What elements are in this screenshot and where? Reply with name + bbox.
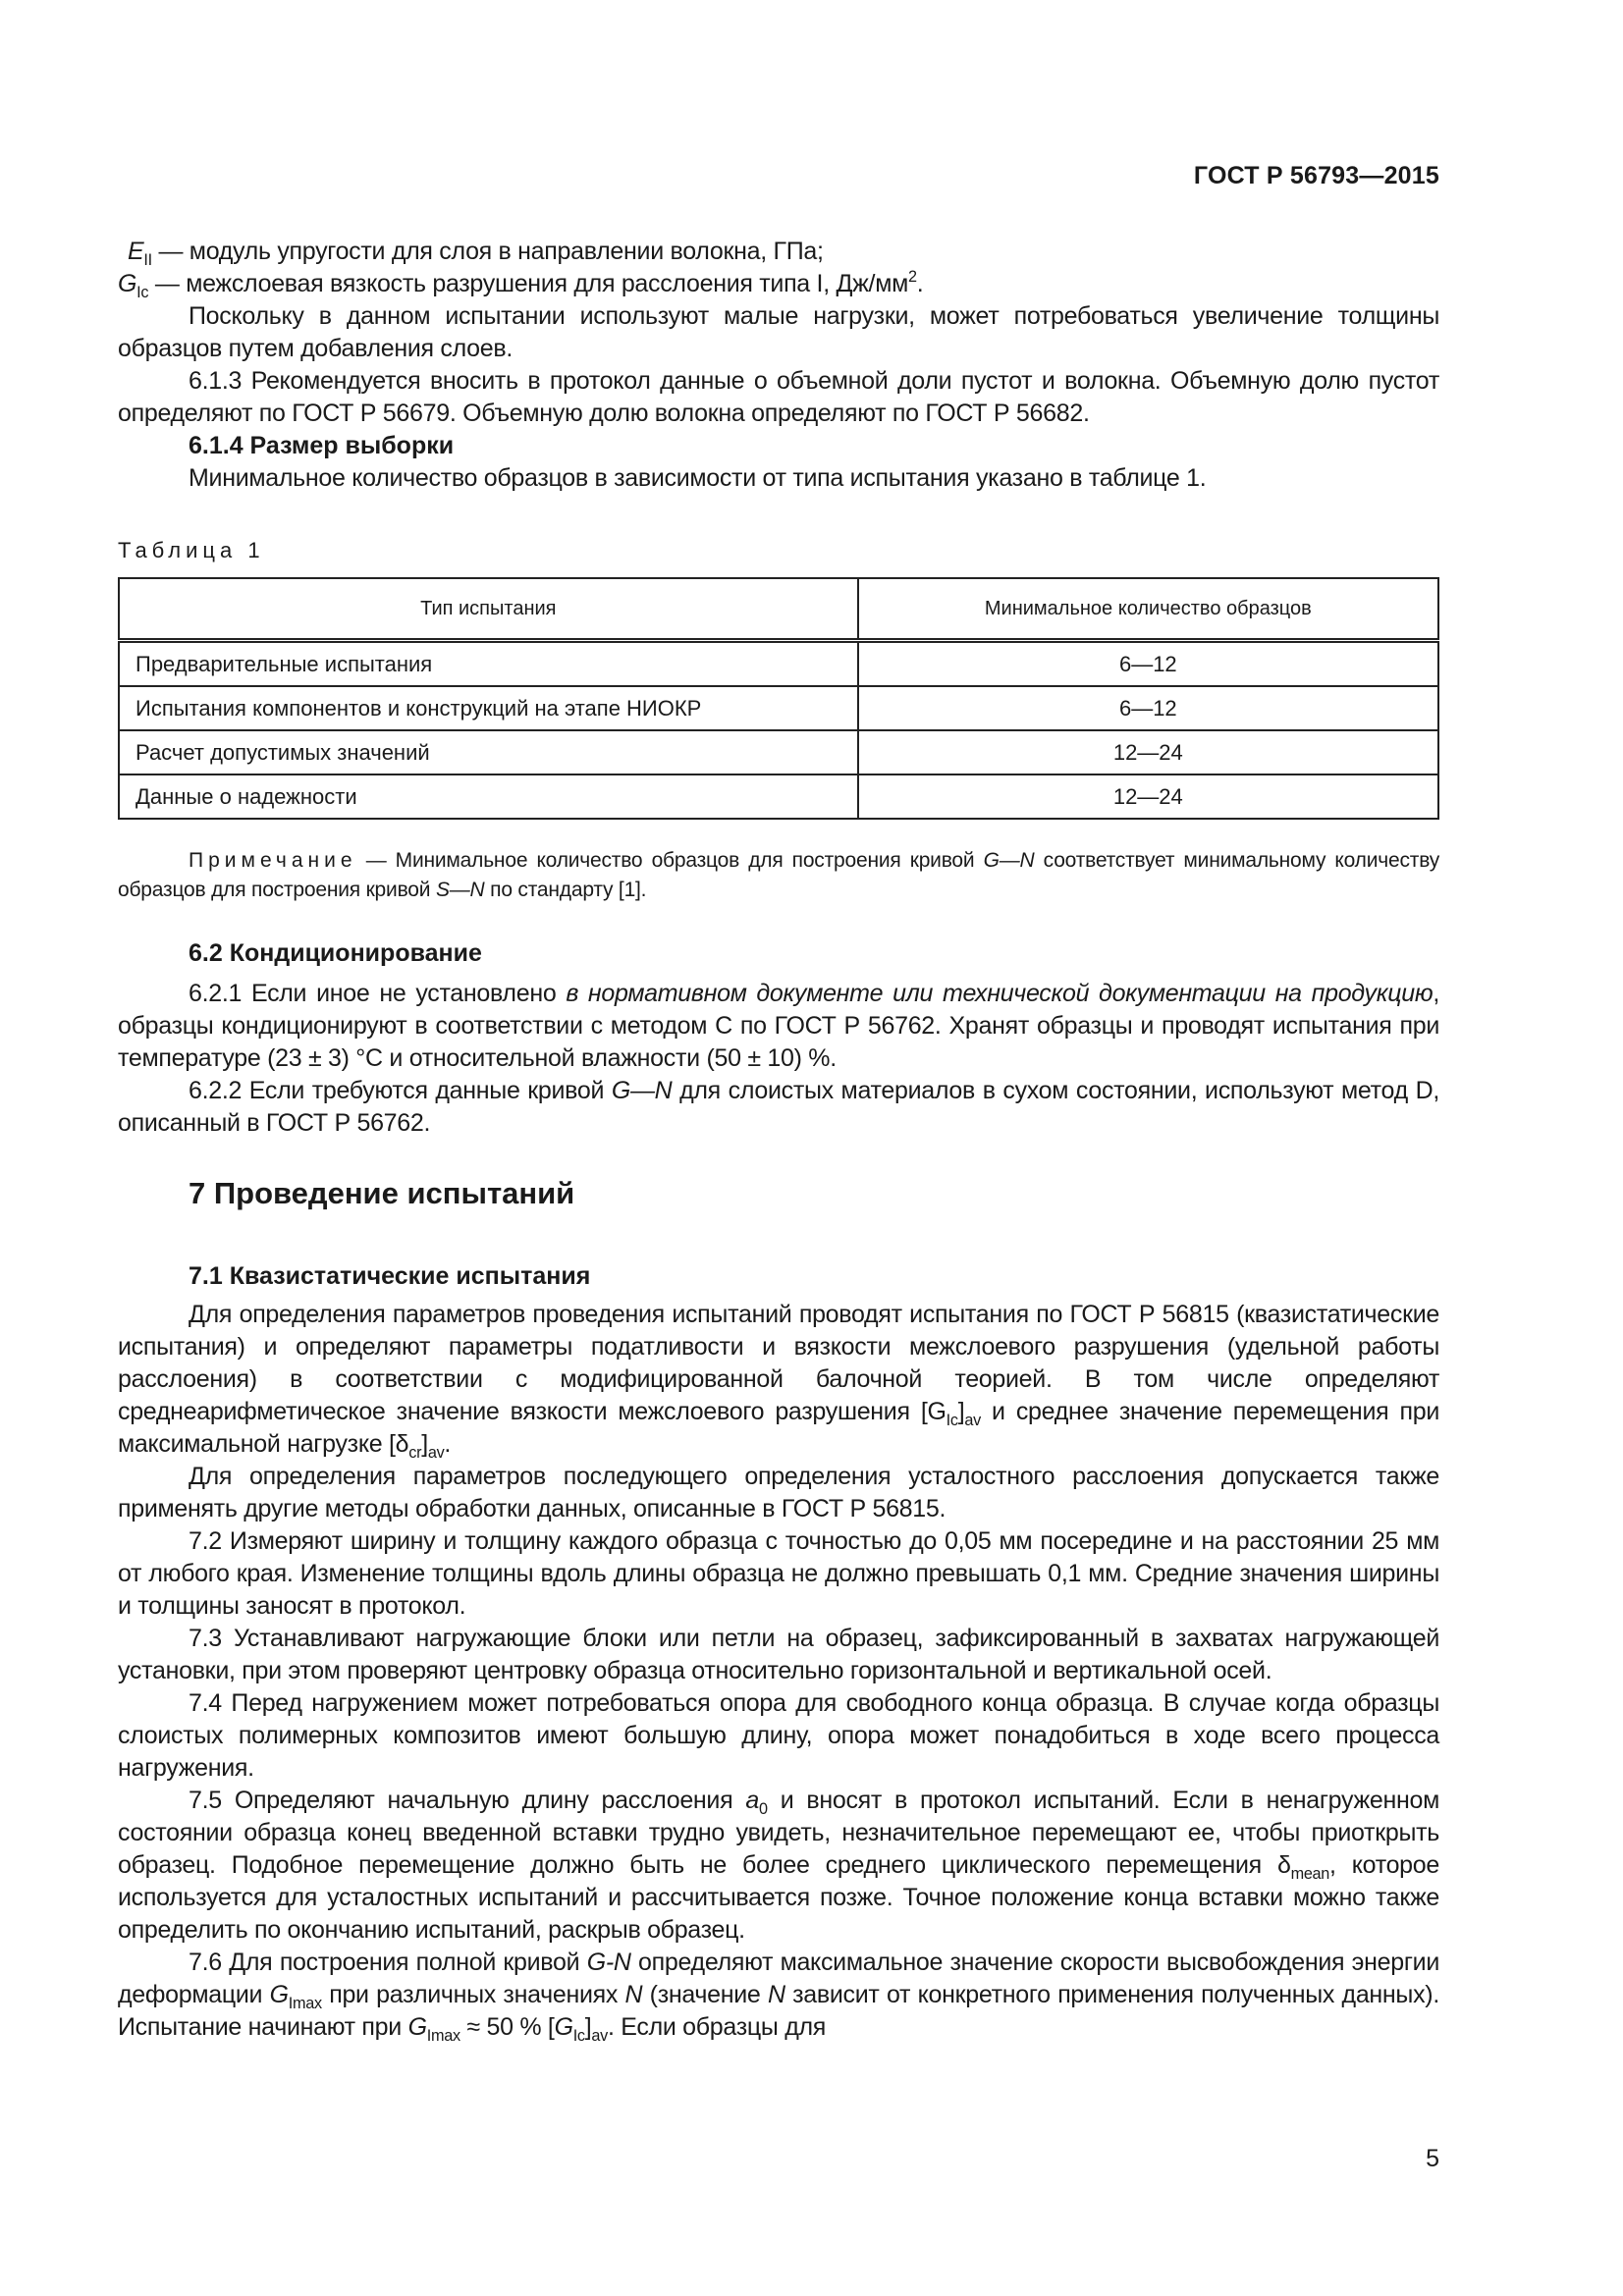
table-row: Предварительные испытания 6—12 — [119, 641, 1438, 687]
heading-7-1: 7.1 Квазистатические испытания — [189, 1262, 591, 1290]
table-header-cell: Минимальное количество образцов — [858, 578, 1438, 641]
table-header-row — [119, 578, 1438, 641]
table-row: Данные о надежности 12—24 — [119, 774, 1438, 819]
paragraph-7-6: 7.6 Для построения полной кривой G-N определяют максимальное значение скорости высвобождения энергии деформации $G_{Imax}$ при различных значениях N (значение N зависит от конкретного применения полученных данных). Испытание начинают при $G_{Imax} \approx 50$ % $[G_{Ic}]_{av}$. Если образцы для — [118, 1949, 1439, 2045]
paragraph-7-1: Для определения параметров проведения испытаний проводят испытания по ГОСТ Р 56815 (квазистатические испытания) и определяют параметры податливости и вязкости межслоевого разрушения (удельной работы расслоения) в соответствии с модифицированной балочной теорией. В том числе определяют среднеарифметическое значение вязкости межслоевого разрушения $[G_{Ic}]_{av}$ и среднее значение перемещения при максимальной нагрузке $[\delta_{cr}]_{av}$. — [118, 1301, 1439, 1462]
table-caption: Таблица 1 — [118, 538, 265, 562]
heading-6-1-4: 6.1.4 Размер выборки — [189, 432, 455, 459]
page-number: 5 — [1426, 2145, 1439, 2172]
paragraph-6-1-3: 6.1.3 Рекомендуется вносить в протокол данные о объемной доли пустот и волокна. Объемную долю пустот определяют по ГОСТ Р 56679. Объемную долю волокна определяют по ГОСТ Р 56682. — [118, 367, 1439, 427]
paragraph-7-5: 7.5 Определяют начальную длину расслоения $a_0$ и вносят в протокол испытаний. Если в ненагруженном состоянии образца конец введенной вставки трудно увидеть, незначительное перемещают ее, чтобы приоткрыть образец. Подобное перемещение должно быть не более среднего циклического перемещения $\delta_{mean}$, которое используется для усталостных испытаний и рассчитывается позже. Точное положение конца вставки можно также определить по окончанию испытаний, раскрыв образец. — [118, 1787, 1439, 1944]
section-6-2 — [118, 937, 1439, 1140]
paragraph-6-2-1: 6.2.1 Если иное не установлено в нормативном документе или технической документации на продукцию, образцы кондиционируют в соответствии с методом С по ГОСТ Р 56762. Хранят образцы и проводят испытания при температуре (23 ± 3) °С и относительной влажности (50 ± 10) %. — [118, 980, 1439, 1072]
paragraph-7-1-2: Для определения параметров последующего определения усталостного расслоения допускается также применять другие методы обработки данных, описанные в ГОСТ Р 56815. — [118, 1463, 1439, 1522]
table-row: Испытания компонентов и конструкций на этапе НИОКР 6—12 — [119, 686, 1438, 730]
table-header-cell: Тип испытания — [119, 578, 858, 641]
definition-e: $E_{II}$ — модуль упругости для слоя в направлении волокна, ГПа; — [128, 238, 824, 269]
paragraph-7-2: 7.2 Измеряют ширину и толщину каждого образца с точностью до 0,05 мм посередине и на расстоянии 25 мм от любого края. Изменение толщины вдоль длины образца не должно превышать 0,1 мм. Средние значения ширины и толщины заносят в протокол. — [118, 1527, 1439, 1620]
paragraph-6-2-2: 6.2.2 Если требуются данные кривой G—N для слоистых материалов в сухом состоянии, используют метод D, описанный в ГОСТ Р 56762. — [118, 1077, 1439, 1137]
content-block-top — [118, 236, 1439, 495]
paragraph-7-4: 7.4 Перед нагружением может потребоваться опора для свободного конца образца. В случае когда образцы слоистых полимерных композитов имеют большую длину, опора может понадобиться в ходе всего процесса нагружения. — [118, 1689, 1439, 1782]
table-sample-size — [118, 577, 1439, 820]
heading-6-2: 6.2 Кондиционирование — [189, 939, 482, 967]
table-row: Расчет допустимых значений 12—24 — [119, 730, 1438, 774]
heading-section-7: 7 Проведение испытаний — [189, 1176, 575, 1210]
definition-g: $G_{Ic}$ — межслоевая вязкость разрушения для расслоения типа I, $Дж/мм^2$. — [118, 268, 924, 301]
paragraph-thickness: Поскольку в данном испытании используют малые нагрузки, может потребоваться увеличение толщины образцов путем добавления слоев. — [118, 302, 1439, 362]
table-note: Примечание — Минимальное количество образцов для построения кривой G—N соответствует минимальному количеству образцов для построения кривой S—N по стандарту [1]. — [118, 849, 1439, 901]
document-header-id: ГОСТ Р 56793—2015 — [1193, 162, 1439, 189]
paragraph-6-1-4: Минимальное количество образцов в зависимости от типа испытания указано в таблице 1. — [189, 464, 1207, 492]
section-7-body — [118, 1260, 1439, 2044]
paragraph-7-3: 7.3 Устанавливают нагружающие блоки или петли на образец, зафиксированный в захватах нагружающей установки, при этом проверяют центровку образца относительно горизонтальной и вертикальной осей. — [118, 1625, 1439, 1684]
